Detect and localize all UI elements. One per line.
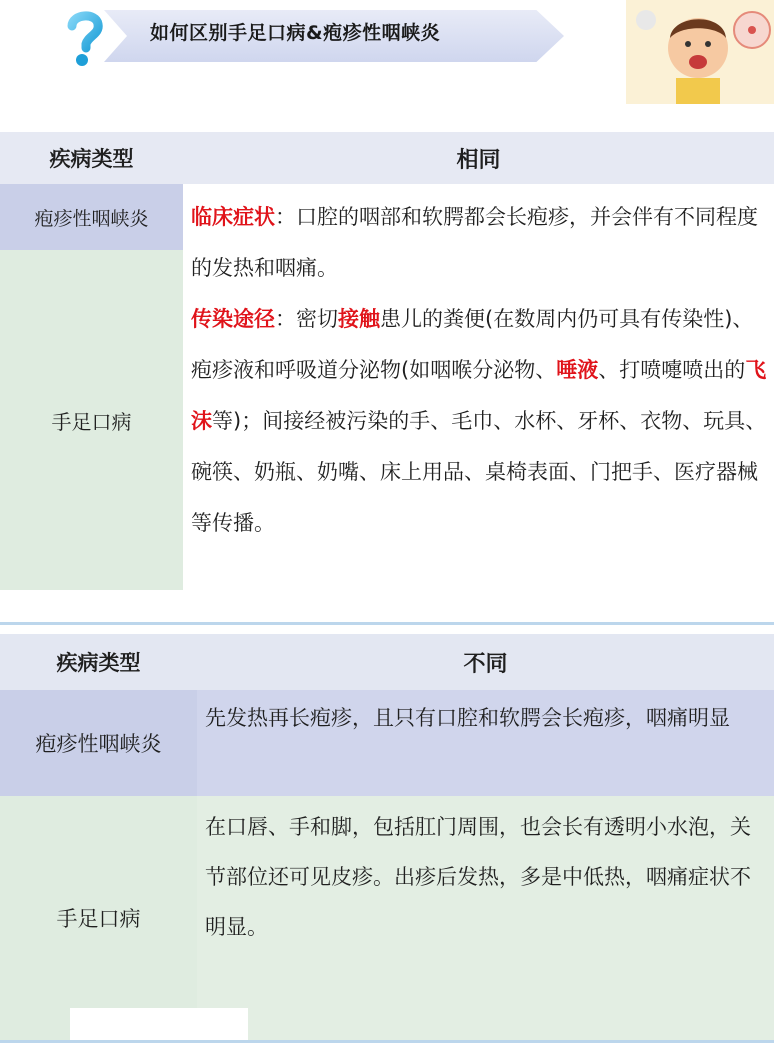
column-header-same: 相同 — [183, 132, 774, 184]
symptom-label: 临床症状 — [191, 205, 275, 229]
route-text-1: ：密切 — [275, 307, 338, 331]
route-text-3: 、打喷嚏喷出的 — [598, 358, 746, 382]
herpangina-difference: 先发热再长疱疹，且只有口腔和软腭会长疱疹，咽痛明显 — [197, 690, 774, 796]
symptom-text: ：口腔的咽部和软腭都会长疱疹，并会伴有不同程度的发热和咽痛。 — [191, 205, 758, 280]
differences-table — [0, 634, 774, 1040]
page-title: 如何区别手足口病&疱疹性咽峡炎 — [150, 22, 441, 44]
route-highlight-saliva: 唾液 — [556, 358, 599, 382]
route-text-2: 患儿的粪便(在数周内仍可具有传染性)、疱疹液和呼吸道分泌物(如咽喉分泌物、 — [191, 307, 754, 382]
similarities-content — [183, 184, 774, 590]
column-header-category: 疾病类型 — [0, 634, 197, 690]
row-label-herpangina: 疱疹性咽峡炎 — [0, 184, 183, 250]
bottom-border — [0, 1040, 774, 1043]
divider — [0, 622, 774, 625]
question-mark-icon — [52, 4, 116, 68]
route-highlight-droplets: 飞沫 — [191, 358, 767, 433]
row-label-hfmd: 手足口病 — [0, 796, 197, 1040]
row-label-herpangina: 疱疹性咽峡炎 — [0, 690, 197, 796]
white-patch — [70, 1008, 248, 1042]
similarities-table — [0, 132, 774, 590]
column-header-different: 不同 — [197, 634, 774, 690]
hfmd-difference: 在口唇、手和脚，包括肛门周围，也会长有透明小水泡，关节部位还可见皮疹。出疹后发热，多是中低热，咽痛症状不明显。 — [197, 796, 774, 1040]
route-label: 传染途径 — [191, 307, 275, 331]
route-text-4: 等)；间接经被污染的手、毛巾、水杯、牙杯、衣物、玩具、碗筷、奶瓶、奶嘴、床上用品、桌椅表面、门把手、医疗器械等传播。 — [191, 409, 767, 535]
header — [0, 0, 774, 120]
column-header-category: 疾病类型 — [0, 132, 183, 184]
sick-child-illustration — [626, 0, 774, 104]
row-label-hfmd: 手足口病 — [0, 250, 183, 590]
route-highlight-contact: 接触 — [338, 307, 380, 331]
